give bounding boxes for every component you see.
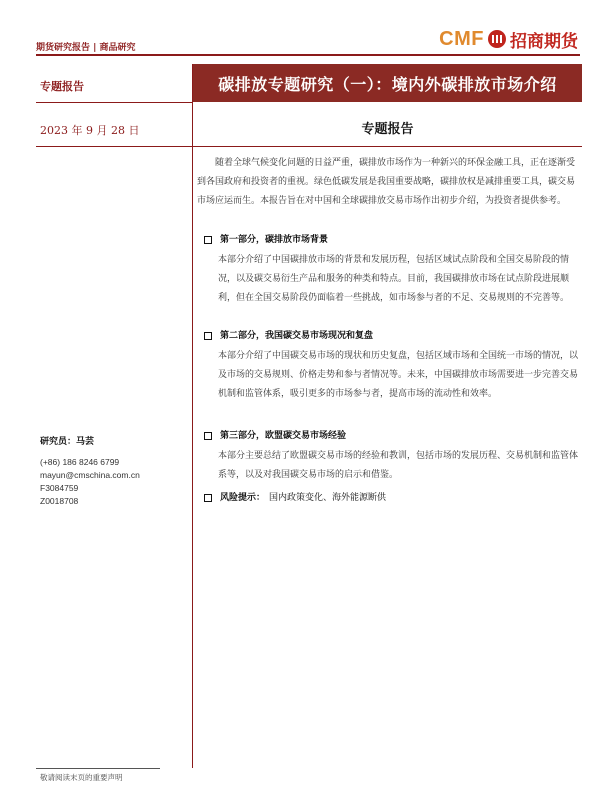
disclaimer-note: 敬请阅读末页的重要声明 — [40, 773, 123, 782]
analyst-license-2: Z0018708 — [40, 496, 79, 506]
section-3 — [204, 428, 579, 485]
header-divider — [36, 54, 580, 56]
report-title: 碳排放专题研究（一）：境内外碳排放市场介绍 — [193, 64, 582, 102]
section-heading: 第二部分，我国碳交易市场现况和复盘 — [220, 331, 374, 341]
report-date: 2023 年 9 月 28 日 — [40, 124, 140, 137]
risk-text: 国内政策变化、海外能源断供 — [269, 493, 387, 503]
analyst-phone: (+86) 186 8246 6799 — [40, 457, 120, 467]
cmf-logo — [439, 26, 578, 52]
logo-company-name: 招商期货 — [510, 31, 578, 52]
abstract-paragraph: 随着全球气候变化问题的日益严重，碳排放市场作为一种新兴的环保金融工具，正在逐渐受到各国政府和投资者的重视。绿色低碳发展是我国重要战略，碳排放权是减排重要工具，碳交易市场应运而生。本报告旨在对中国和全球碳排放交易市场作出初步介绍，为投资者提供参考。 — [197, 158, 576, 206]
section-heading: 第一部分，碳排放市场背景 — [220, 235, 329, 245]
logo-text: CMF — [439, 27, 484, 50]
checkbox-bullet-icon — [204, 332, 212, 340]
column-divider — [192, 64, 193, 768]
section-body: 本部分介绍了中国碳交易市场的现状和历史复盘，包括区域市场和全国统一市场的情况，以及市场的交易规则、价格走势和参与者情况等。未来，中国碳排放市场需要进一步完善交易机制和监管体系，吸引更多的市场参与者，提高市场的流动性和效率。 — [218, 351, 579, 399]
sidebar-divider — [36, 102, 192, 103]
report-category: 期货研究报告 | 商品研究 — [36, 43, 136, 53]
section-1 — [204, 232, 579, 308]
section-heading: 第三部分，欧盟碳交易市场经验 — [220, 431, 347, 441]
checkbox-bullet-icon — [204, 236, 212, 244]
analyst-info — [40, 434, 190, 508]
title-divider — [193, 146, 582, 147]
footer-divider — [36, 768, 160, 769]
risk-warning — [204, 490, 579, 506]
report-subtitle: 专题报告 — [361, 122, 414, 137]
sidebar-divider — [36, 146, 192, 147]
cmf-emblem-icon — [488, 30, 506, 48]
analyst-email: mayun@cmschina.com.cn — [40, 470, 140, 480]
section-body: 本部分介绍了中国碳排放市场的背景和发展历程，包括区域试点阶段和全国交易阶段的情况，以及碳交易衍生产品和服务的种类和特点。目前，我国碳排放市场在试点阶段进展顺利，但在全国交易阶段仍面临着一些挑战，如市场参与者的不足、交易规则的不完善等。 — [218, 255, 570, 303]
checkbox-bullet-icon — [204, 494, 212, 502]
section-2 — [204, 328, 579, 404]
section-body: 本部分主要总结了欧盟碳交易市场的经验和教训，包括市场的发展历程、交易机制和监管体系等，以及对我国碳交易市场的启示和借鉴。 — [218, 451, 579, 480]
report-type-tag: 专题报告 — [40, 80, 84, 93]
analyst-license-1: F3084759 — [40, 483, 79, 493]
risk-label: 风险提示： — [220, 493, 266, 503]
analyst-name: 研究员：马芸 — [40, 437, 95, 447]
checkbox-bullet-icon — [204, 432, 212, 440]
